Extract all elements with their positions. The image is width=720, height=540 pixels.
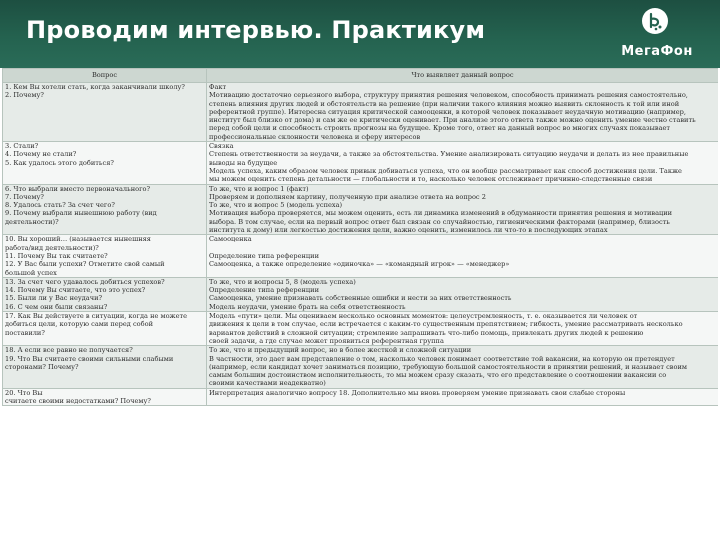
answer-line: Связка (209, 142, 234, 151)
answer-line: Модель неудачи, умение брать на себя ответственность (209, 302, 406, 311)
question-line: 6. Что выбрали вместо первоначального? (5, 184, 151, 193)
answer-line: Мотивация выбора проверяется, мы можем оценить, есть ли динамика изменений в обдуманности принятия решения и мотивации (209, 209, 673, 218)
slide-title: Проводим интервью. Практикум (26, 16, 486, 44)
answer-cell (207, 388, 719, 406)
answer-line: Мотивацию достаточно серьезного выбора, структуру принятия решения человеком, способность принимать решения самостоятельно, (209, 91, 688, 100)
question-line: 2. Почему? (5, 91, 44, 100)
answer-cell (207, 83, 719, 142)
answer-line (209, 244, 716, 252)
interview-table-container (2, 68, 718, 540)
column-header-question: Вопрос (3, 69, 207, 83)
answer-line: степень влияния других людей и обстоятельств на решение (при наличии такого влияния можно выявить склонность к той или иной (209, 99, 680, 108)
question-line: 16. С чем они были связаны? (5, 302, 108, 311)
answer-line: своей задачи, а где случае может проявиться референтная группа (209, 336, 444, 345)
table-body (3, 83, 719, 406)
question-line (5, 167, 204, 175)
question-cell (3, 312, 207, 346)
question-line (5, 116, 204, 124)
question-line: 15. Были ли у Вас неудачи? (5, 294, 103, 303)
question-line (5, 371, 204, 379)
question-cell (3, 142, 207, 184)
answer-line: Проверяем и дополняем картину, полученную при анализе ответа на вопрос 2 (209, 192, 486, 201)
answer-line: института к дому) или легкостью достижения цели, важно оценить, изменилось ли что-то в последующих этапах (209, 226, 608, 235)
answer-line: самым большим достоинством исполнительность, то мы можем сразу сказать, что его представление о соотношении вакансии со (209, 371, 667, 380)
answer-line: То же, что и вопрос 5 (модель успеха) (209, 201, 343, 210)
answer-line: Модель «пути» цели. Мы оцениваем несколько основных моментов: целеустремленность, т. е. оказывается ли человек от (209, 312, 638, 321)
question-line (5, 226, 204, 234)
answer-line (209, 269, 716, 277)
slide-header (0, 0, 720, 68)
answer-line: Самооценка, умение признавать собственные ошибки и нести за них ответственность (209, 294, 512, 303)
question-line: 18. А если все равно не получается? (5, 346, 133, 355)
table-header-row (3, 69, 719, 83)
column-header-reveals: Что выявляет данный вопрос (207, 69, 719, 83)
answer-line: Интерпретация аналогично вопросу 18. Дополнительно мы вновь проверяем умение признавать свои слабые стороны (209, 388, 626, 397)
question-line: 20. Что Вы (5, 388, 43, 397)
question-cell (3, 184, 207, 235)
table-row (3, 142, 719, 184)
question-line: 4. Почему не стали? (5, 150, 77, 159)
table-row (3, 388, 719, 406)
question-line: 13. За счет чего удавалось добиться успехов? (5, 277, 165, 286)
answer-cell (207, 235, 719, 277)
question-line: 19. Что Вы считаете своими сильными слабыми (5, 354, 174, 363)
table-row (3, 346, 719, 388)
question-line: 1. Кем Вы хотели стать, когда заканчивали школу? (5, 83, 185, 91)
question-line: 14. Почему Вы считаете, что это успех? (5, 286, 146, 295)
question-line: работа/вид деятельности)? (5, 243, 99, 252)
answer-line: В частности, это дает вам представление о том, насколько человек понимает соответствие той вакансии, на которую он претендует (209, 354, 675, 363)
megafon-logo-icon (641, 7, 669, 35)
answer-line: референтной группе). Интересна ситуация критической самооценки, в которой человек показывает неудачную мотивацию (например, (209, 107, 686, 116)
answer-line: перед собой цели и способность строить прогнозы на будущее. Кроме того, ответ на данный вопрос во многих случаях показывает (209, 124, 671, 133)
question-cell (3, 235, 207, 277)
answer-line: Самооценка, а также определение «одиночка» — «командный игрок» — «менеджер» (209, 260, 510, 269)
interview-table (2, 68, 718, 406)
answer-line (209, 397, 716, 405)
question-line: считаете своими недостатками? Почему? (5, 396, 151, 405)
question-line: сторонами? Почему? (5, 362, 79, 371)
answer-line: Определение типа референции (209, 251, 319, 260)
table-row (3, 184, 719, 235)
question-line (5, 175, 204, 183)
question-cell (3, 388, 207, 406)
answer-line: движения к цели в том случае, если встречается с каким-то существенным препятствием; гибкость, умение рассматривать несколько (209, 320, 683, 329)
answer-line: То же, что и вопросы 5, 8 (модель успеха) (209, 277, 356, 286)
question-line: большой успех (5, 268, 57, 277)
answer-line: Самооценка (209, 235, 252, 244)
megafon-logo-text: МегаФон (621, 44, 693, 59)
question-line (5, 379, 204, 387)
answer-line: То же, что и предыдущий вопрос, но в более жесткой и сложной ситуации (209, 346, 472, 355)
answer-cell (207, 184, 719, 235)
answer-line: мы можем оценить степень детальности — глобальности и то, насколько человек отслеживает причинно-следственные связи (209, 175, 653, 184)
question-line (5, 124, 204, 132)
question-line: поставили? (5, 328, 45, 337)
answer-line: (например, если кандидат хочет заниматься позицию, требующую большой самостоятельности в принятии решений, и называет своим (209, 362, 687, 371)
table-row (3, 312, 719, 346)
question-line: 11. Почему Вы так считаете? (5, 251, 108, 260)
question-line: 3. Стали? (5, 142, 39, 151)
question-line (5, 133, 204, 141)
answer-line: своими качествами неадекватно) (209, 379, 326, 388)
answer-line: вариантов действий в сложной ситуации; стремление запрашивать что-либо помощь, привлекать других людей к решению (209, 328, 644, 337)
table-row (3, 83, 719, 142)
answer-line: Факт (209, 83, 227, 91)
question-line: добиться цели, которую сами перед собой (5, 320, 153, 329)
answer-cell (207, 312, 719, 346)
question-cell (3, 83, 207, 142)
question-line (5, 100, 204, 108)
question-line: 8. Удалось стать? За счет чего? (5, 201, 115, 210)
table-row (3, 235, 719, 277)
answer-line: Степень ответственности за неудачи, а также за обстоятельства. Умение анализировать ситуацию неудачи и делать из нее правильные (209, 150, 689, 159)
question-line: 7. Почему? (5, 192, 44, 201)
question-cell (3, 277, 207, 311)
answer-line: институт был близко от дома) и сам же ее критически оценивает. При анализе этого ответа также можно оценить умение честно ставить (209, 116, 696, 125)
answer-line: профессиональные склонности человека и сферу интересов (209, 132, 421, 141)
question-line: 9. Почему выбрали нынешнюю работу (вид (5, 209, 157, 218)
question-line: деятельности)? (5, 217, 59, 226)
question-line: 12. У Вас были успехи? Отметите свой самый (5, 260, 165, 269)
answer-line: выбора. В том случае, если на первый вопрос ответ был связан со случайностью, гигиеническими факторами (например, близость (209, 217, 670, 226)
answer-line: Модель успеха, каким образом человек привык добиваться успеха, что он вообще рассматривает как способ достижения цели. Также (209, 166, 682, 175)
answer-cell (207, 142, 719, 184)
question-line (5, 108, 204, 116)
question-cell (3, 346, 207, 388)
table-row (3, 277, 719, 311)
question-line (5, 337, 204, 345)
answer-cell (207, 346, 719, 388)
answer-line: Определение типа референции (209, 286, 319, 295)
question-line: 10. Вы хороший… (называется нынешняя (5, 235, 151, 244)
question-line: 5. Как удалось этого добиться? (5, 158, 114, 167)
answer-line: выводы на будущее (209, 158, 278, 167)
answer-line: То же, что и вопрос 1 (факт) (209, 184, 309, 193)
question-line: 17. Как Вы действуете в ситуации, когда не можете (5, 312, 188, 321)
answer-cell (207, 277, 719, 311)
